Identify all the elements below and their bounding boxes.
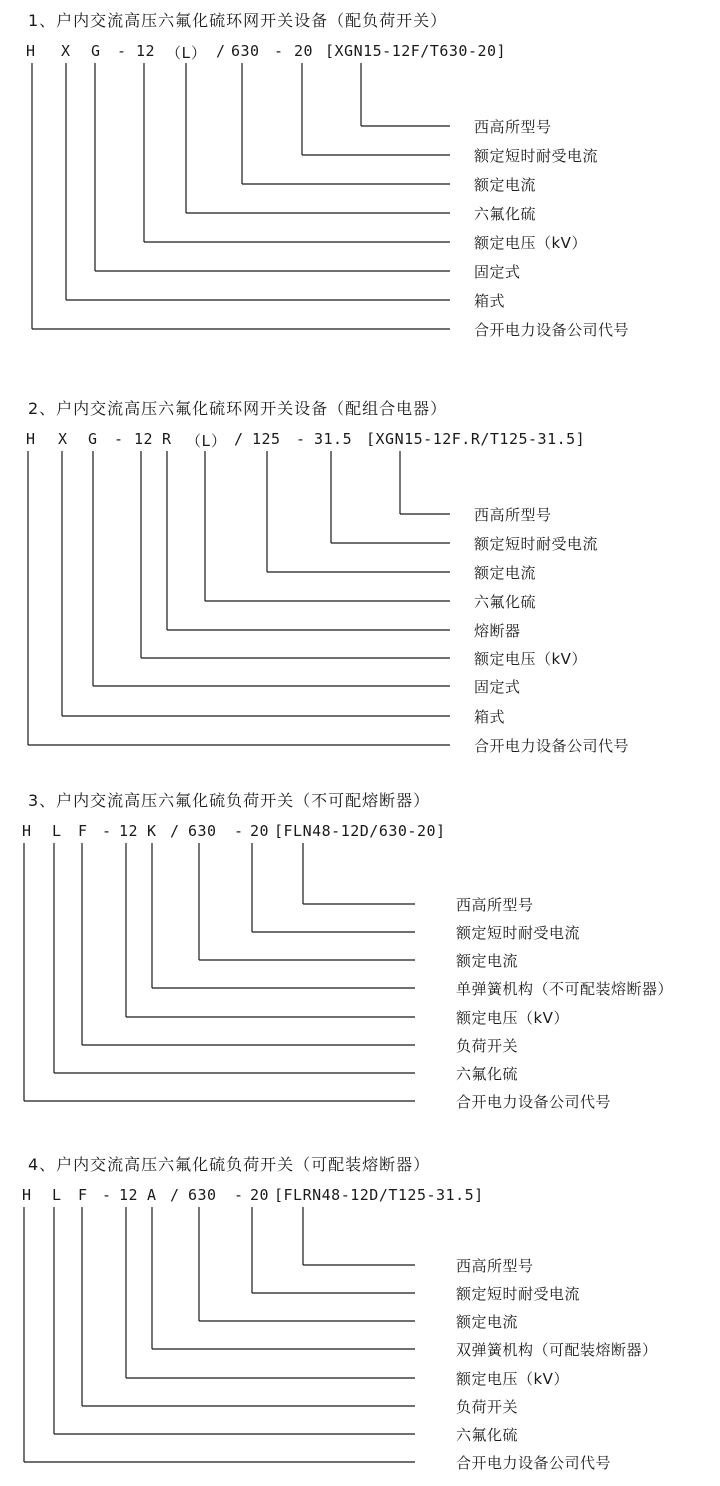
code-token: [FLRN48-12D/T125-31.5] [274,1186,484,1204]
code-token: 630 [188,1186,217,1204]
leader-lines [0,1152,720,1486]
code-token: F [78,1186,88,1204]
label-load-switch: 负荷开关 [456,1037,519,1055]
section-2 [0,396,720,776]
label-short-time-current: 额定短时耐受电流 [456,1285,581,1303]
label-model-number: 西高所型号 [456,896,534,914]
code-token: 31.5 [314,430,353,448]
label-model-number: 西高所型号 [456,1257,534,1275]
label-rated-voltage: 额定电压（kV） [456,1370,569,1388]
label-rated-current: 额定电流 [456,952,519,970]
leader-lines [0,788,720,1128]
label-short-time-current: 额定短时耐受电流 [456,924,581,942]
label-fixed-type: 固定式 [474,678,521,696]
code-token: K [147,822,157,840]
code-token: H [22,822,32,840]
leader-lines [0,396,720,776]
code-token: F [78,822,88,840]
code-token: - [102,822,112,840]
label-double-spring-mechanism: 双弹簧机构（可配装熔断器） [456,1341,658,1359]
label-company-code: 合开电力设备公司代号 [456,1093,612,1111]
code-token: [XGN15-12F/T630-20] [325,42,507,60]
label-rated-voltage: 额定电压（kV） [456,1009,569,1027]
code-token: 20 [250,822,270,840]
code-token: H [26,430,36,448]
code-token: / [170,1186,180,1204]
label-load-switch: 负荷开关 [456,1398,519,1416]
code-token: 12 [134,430,154,448]
label-fuse: 熔断器 [474,622,521,640]
label-rated-voltage: 额定电压（kV） [474,650,587,668]
code-token: 12 [119,1186,139,1204]
code-token: R [162,430,172,448]
code-token: / [216,42,226,60]
section-heading: 3、户内交流高压六氟化硫负荷开关（不可配熔断器） [28,791,431,810]
label-short-time-current: 额定短时耐受电流 [474,535,599,553]
label-sf6: 六氟化硫 [456,1065,519,1083]
code-token: [FLN48-12D/630-20] [274,822,446,840]
code-token: 12 [119,822,139,840]
label-company-code: 合开电力设备公司代号 [456,1454,612,1472]
label-company-code: 合开电力设备公司代号 [474,737,630,755]
code-token: X [58,430,68,448]
code-token: H [22,1186,32,1204]
section-1 [0,8,720,358]
label-rated-current: 额定电流 [456,1313,519,1331]
label-single-spring-mechanism: 单弹簧机构（不可配装熔断器） [456,980,674,998]
label-company-code: 合开电力设备公司代号 [474,321,630,339]
label-box-type: 箱式 [474,292,506,310]
label-fixed-type: 固定式 [474,263,521,281]
label-sf6: 六氟化硫 [456,1426,519,1444]
code-token: G [88,430,98,448]
code-token: 630 [231,42,260,60]
label-model-number: 西高所型号 [474,118,552,136]
code-token: L [52,822,62,840]
code-token: G [91,42,101,60]
label-short-time-current: 额定短时耐受电流 [474,147,599,165]
code-token: 125 [252,430,281,448]
code-token: - [114,430,124,448]
code-token: （L） [186,432,227,450]
code-token: - [234,822,244,840]
leader-lines [0,8,720,358]
code-token: 20 [294,42,314,60]
label-rated-current: 额定电流 [474,176,537,194]
section-heading: 1、户内交流高压六氟化硫环网开关设备（配负荷开关） [28,11,448,30]
section-heading: 4、户内交流高压六氟化硫负荷开关（可配装熔断器） [28,1155,431,1174]
code-token: - [274,42,284,60]
code-token: / [170,822,180,840]
code-token: - [234,1186,244,1204]
code-token: / [234,430,244,448]
section-3 [0,788,720,1128]
code-token: - [102,1186,112,1204]
code-token: 630 [188,822,217,840]
label-box-type: 箱式 [474,708,506,726]
code-token: H [26,42,36,60]
code-token: - [296,430,306,448]
code-token: - [117,42,127,60]
label-rated-current: 额定电流 [474,564,537,582]
section-heading: 2、户内交流高压六氟化硫环网开关设备（配组合电器） [28,399,448,418]
section-4 [0,1152,720,1486]
code-token: 20 [250,1186,270,1204]
label-rated-voltage: 额定电压（kV） [474,234,587,252]
label-model-number: 西高所型号 [474,506,552,524]
code-token: （L） [166,44,207,62]
code-token: 12 [136,42,156,60]
code-token: L [52,1186,62,1204]
code-token: A [147,1186,157,1204]
code-token: [XGN15-12F.R/T125-31.5] [366,430,586,448]
label-sf6: 六氟化硫 [474,205,537,223]
label-sf6: 六氟化硫 [474,593,537,611]
code-token: X [61,42,71,60]
